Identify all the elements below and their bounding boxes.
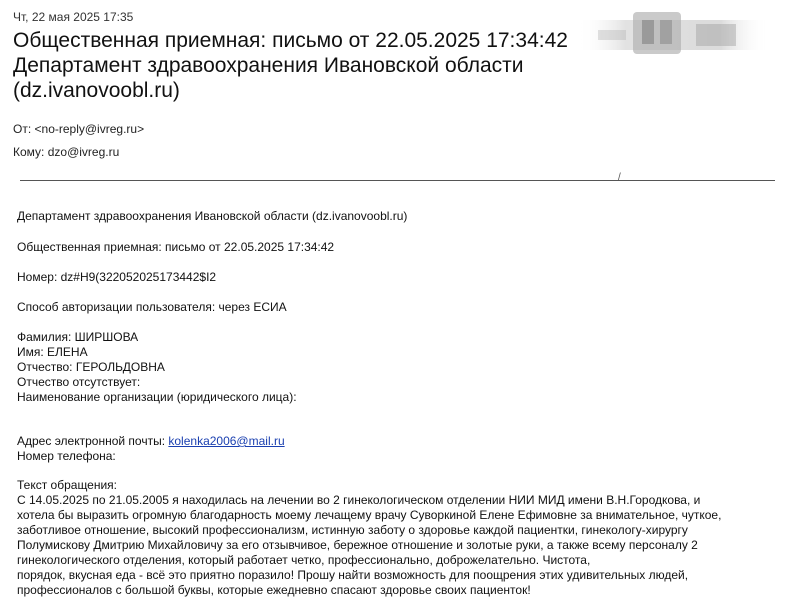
email-date: Чт, 22 мая 2025 17:35	[13, 10, 134, 24]
message-line: гинекологического отделения, который работает четко, профессионально, доброжелательно. Чистота,	[17, 553, 591, 567]
message-line: профессионалов с большой буквы, которые ежедневно спасают здоровье своих пациенток!	[17, 583, 531, 597]
body-no-patronymic: Отчество отсутствует:	[17, 375, 141, 389]
to-address: dzo@ivreg.ru	[47, 145, 120, 159]
message-line: С 14.05.2025 по 21.05.2005 я находилась на лечении во 2 гинекологическом отделении НИИ МИД имени В.Н.Городкова, и	[17, 493, 701, 507]
to-label: Кому:	[13, 145, 45, 159]
body-phone: Номер телефона:	[17, 449, 116, 463]
scan-mark: /	[618, 172, 621, 183]
email-link[interactable]: kolenka2006@mail.ru	[168, 434, 285, 448]
message-text	[17, 493, 777, 598]
body-surname: Фамилия: ШИРШОВА	[17, 330, 139, 344]
body-first-name: Имя: ЕЛЕНА	[17, 345, 88, 359]
message-line: заботливое отношение, высокий профессионализм, истинную заботу о здоровье каждой пациентки, гинекологу-хирургу	[17, 523, 688, 537]
body-department: Департамент здравоохранения Ивановской области (dz.ivanovoobl.ru)	[17, 209, 408, 223]
email-from	[13, 122, 144, 136]
from-address: <no-reply@ivreg.ru>	[34, 122, 145, 136]
message-line: порядок, вкусная еда - всё это приятно поразило! Прошу найти возможность для поощрения этих удивительных людей,	[17, 568, 689, 582]
body-email	[17, 434, 285, 449]
header-divider	[20, 180, 775, 181]
email-to	[13, 145, 119, 159]
subject-line: Общественная приемная: письмо от 22.05.2025 17:34:42	[13, 29, 568, 52]
body-organization: Наименование организации (юридического лица):	[17, 390, 297, 404]
subject-line: (dz.ivanovoobl.ru)	[13, 79, 180, 102]
body-subject: Общественная приемная: письмо от 22.05.2025 17:34:42	[17, 240, 335, 254]
from-label: От:	[13, 122, 32, 136]
email-label: Адрес электронной почты:	[17, 434, 166, 448]
email-subject	[13, 28, 593, 103]
message-label: Текст обращения:	[17, 478, 118, 492]
message-line: Полумискову Дмитрию Михайловичу за его отзывчивое, бережное отношение и золотые руки, а также всему персоналу 2	[17, 538, 698, 552]
message-line: хотела бы выразить огромную благодарность моему лечащему врачу Суворкиной Елене Ефимовне за внимательное, чуткое,	[17, 508, 722, 522]
body-auth-method: Способ авторизации пользователя: через ЕСИА	[17, 300, 287, 314]
body-number: Номер: dz#H9(322052025173442$I2	[17, 270, 217, 284]
body-patronymic: Отчество: ГЕРОЛЬДОВНА	[17, 360, 165, 374]
coat-of-arms-stamp	[578, 8, 768, 60]
subject-line: Департамент здравоохранения Ивановской области	[13, 54, 524, 77]
